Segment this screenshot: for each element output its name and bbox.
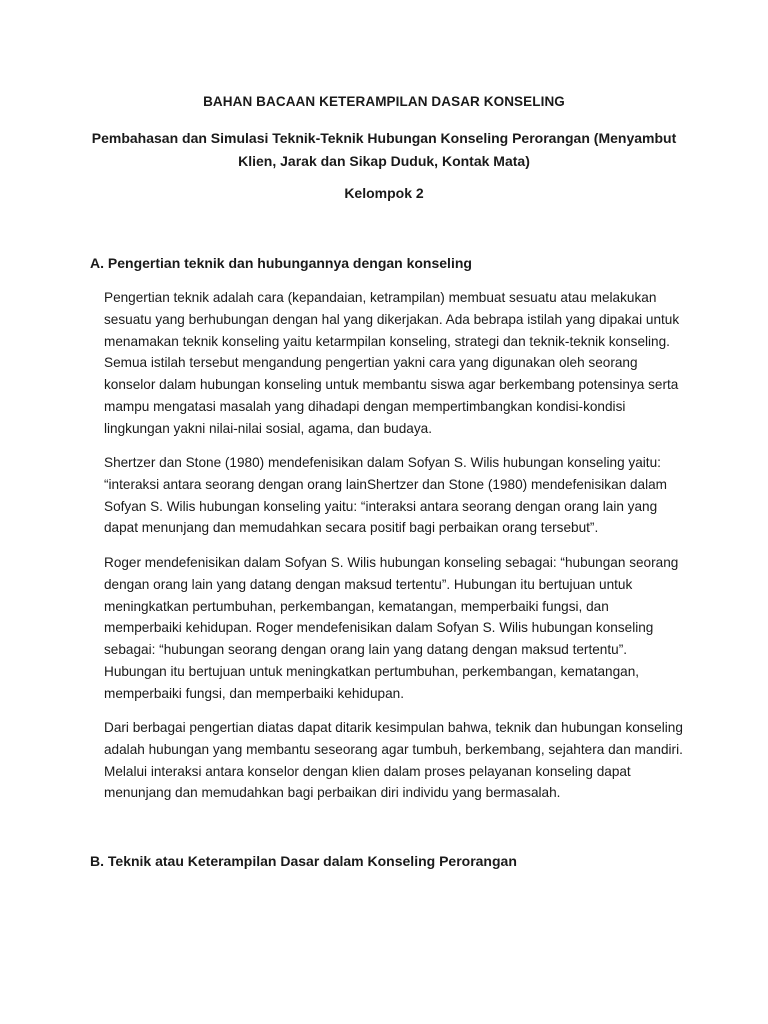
section-b-heading: B. Teknik atau Keterampilan Dasar dalam Konseling Perorangan — [90, 853, 517, 869]
paragraph-technique-definition: Pengertian teknik adalah cara (kepandaian, ketrampilan) membuat sesuatu atau melakukan sesuatu yang berhubungan dengan hal yang dikerjakan. Ada bebrapa istilah yang dipakai untuk menamakan teknik konseling yaitu ketarmpilan konseling, strategi dan teknik-teknik konseling. Semua istilah tersebut mengandung pengertian yakni cara yang digunakan oleh seorang konselor dalam hubungan konseling untuk membantu siswa agar berkembang potensinya serta mampu mengatasi masalah yang dihadapi dengan mempertimbangkan kondisi-kondisi lingkungan yakni nilai-nilai sosial, agama, dan budaya. — [104, 290, 680, 436]
paragraph-conclusion: Dari berbagai pengertian diatas dapat ditarik kesimpulan bahwa, teknik dan hubungan konseling adalah hubungan yang membantu seseorang agar tumbuh, berkembang, sejahtera dan mandiri. Melalui interaksi antara konselor dengan klien dalam proses pelayanan konseling dapat menunjang dan memudahkan bagi perbaikan diri individu yang bermasalah. — [104, 720, 683, 801]
paragraph-roger: Roger mendefenisikan dalam Sofyan S. Wilis hubungan konseling sebagai: “hubungan seorang dengan orang lain yang datang dengan maksud tertentu”. Hubungan itu bertujuan untuk meningkatkan pertumbuhan, perkembangan, kematangan, memperbaiki fungsi, dan memperbaiki kehidupan. Roger mendefenisikan dalam Sofyan S. Wilis hubungan konseling sebagai: “hubungan seorang dengan orang lain yang datang dengan maksud tertentu”. Hubungan itu bertujuan untuk meningkatkan pertumbuhan, perkembangan, kematangan, memperbaiki fungsi, dan memperbaiki kehidupan. — [104, 555, 679, 701]
document-subtitle: Pembahasan dan Simulasi Teknik-Teknik Hubungan Konseling Perorangan (Menyambut Klien, Jarak dan Sikap Duduk, Kontak Mata) — [91, 130, 677, 169]
paragraph-shertzer-stone: Shertzer dan Stone (1980) mendefenisikan dalam Sofyan S. Wilis hubungan konseling yaitu: “interaksi antara seorang dengan orang lainShertzer dan Stone (1980) mendefenisikan dalam Sofyan S. Wilis hubungan konseling yaitu: “interaksi antara seorang dengan orang lain yang dapat menunjang dan memudahkan secara positif bagi perbaikan orang tersebut”. — [104, 455, 667, 536]
section-a-heading: A. Pengertian teknik dan hubungannya dengan konseling — [90, 255, 472, 271]
group-label: Kelompok 2 — [344, 185, 424, 201]
document-title: BAHAN BACAAN KETERAMPILAN DASAR KONSELING — [203, 94, 565, 109]
